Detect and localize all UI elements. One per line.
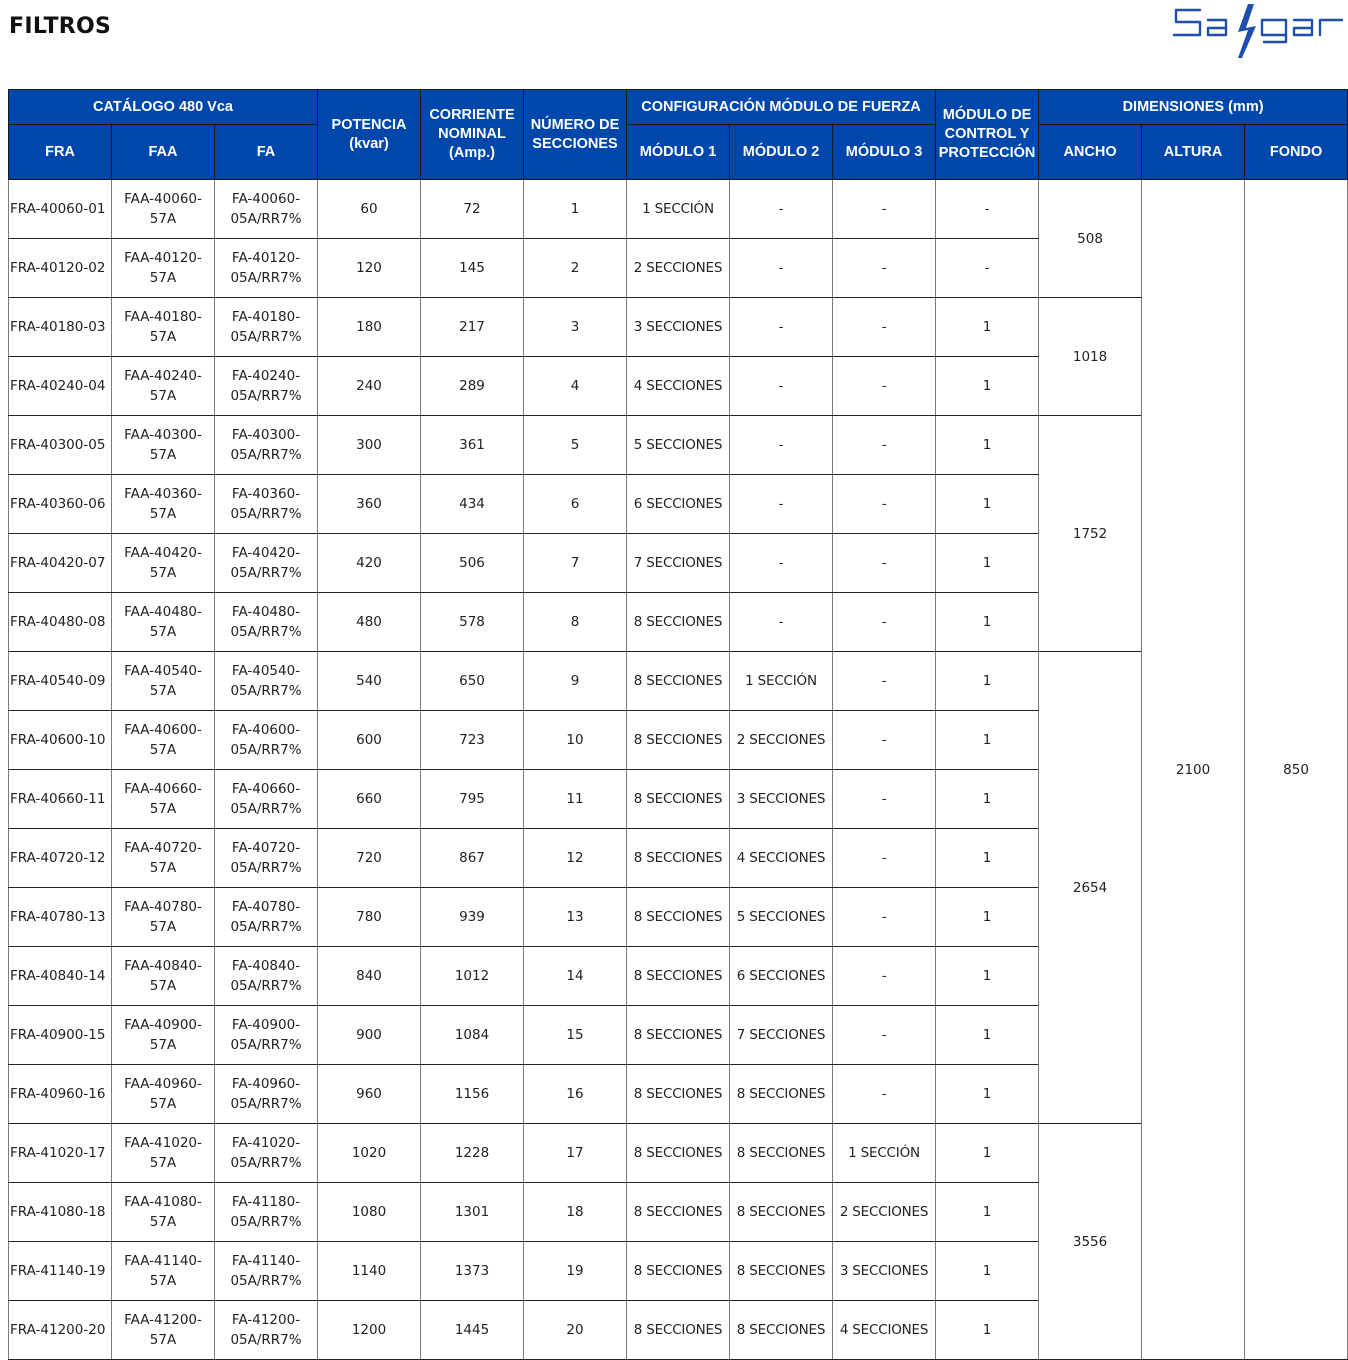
cell-modulo-control: 1 <box>936 357 1039 416</box>
cell-secciones: 18 <box>524 1183 627 1242</box>
cell-modulo-2: 8 SECCIONES <box>730 1242 833 1301</box>
cell-fa: FA-40840- 05A/RR7% <box>215 947 318 1006</box>
page-title: FILTROS <box>9 14 112 39</box>
cell-fra: FRA-41200-20 <box>9 1301 112 1360</box>
cell-modulo-1: 6 SECCIONES <box>627 475 730 534</box>
cell-fa: FA-40120- 05A/RR7% <box>215 239 318 298</box>
cell-corriente: 1084 <box>421 1006 524 1065</box>
cell-modulo-1: 8 SECCIONES <box>627 711 730 770</box>
cell-potencia: 900 <box>318 1006 421 1065</box>
cell-corriente: 939 <box>421 888 524 947</box>
cell-modulo-2: - <box>730 180 833 239</box>
cell-modulo-control: 1 <box>936 1124 1039 1183</box>
cell-modulo-3: 2 SECCIONES <box>833 1183 936 1242</box>
cell-faa: FAA-40060- 57A <box>112 180 215 239</box>
cell-fra: FRA-40060-01 <box>9 180 112 239</box>
header-potencia: POTENCIA (kvar) <box>318 90 421 180</box>
cell-faa: FAA-41200- 57A <box>112 1301 215 1360</box>
header-faa: FAA <box>112 125 215 180</box>
header-altura: ALTURA <box>1142 125 1245 180</box>
cell-modulo-1: 8 SECCIONES <box>627 1065 730 1124</box>
header-modulo-control: MÓDULO DE CONTROL Y PROTECCIÓN <box>936 90 1039 180</box>
cell-potencia: 600 <box>318 711 421 770</box>
cell-modulo-control: 1 <box>936 711 1039 770</box>
cell-secciones: 20 <box>524 1301 627 1360</box>
header-modulo-1: MÓDULO 1 <box>627 125 730 180</box>
cell-potencia: 360 <box>318 475 421 534</box>
cell-modulo-2: 6 SECCIONES <box>730 947 833 1006</box>
cell-ancho: 1018 <box>1039 298 1142 416</box>
cell-fa: FA-41020- 05A/RR7% <box>215 1124 318 1183</box>
cell-modulo-control: - <box>936 180 1039 239</box>
cell-fa: FA-40480- 05A/RR7% <box>215 593 318 652</box>
cell-secciones: 9 <box>524 652 627 711</box>
cell-modulo-control: 1 <box>936 475 1039 534</box>
cell-fra: FRA-40600-10 <box>9 711 112 770</box>
cell-modulo-3: - <box>833 357 936 416</box>
cell-modulo-3: - <box>833 947 936 1006</box>
cell-modulo-3: - <box>833 1065 936 1124</box>
cell-modulo-2: - <box>730 475 833 534</box>
cell-fa: FA-40720- 05A/RR7% <box>215 829 318 888</box>
cell-potencia: 1080 <box>318 1183 421 1242</box>
cell-fra: FRA-41080-18 <box>9 1183 112 1242</box>
cell-corriente: 289 <box>421 357 524 416</box>
cell-modulo-control: 1 <box>936 1183 1039 1242</box>
cell-modulo-control: 1 <box>936 298 1039 357</box>
cell-potencia: 60 <box>318 180 421 239</box>
cell-modulo-2: 3 SECCIONES <box>730 770 833 829</box>
cell-potencia: 720 <box>318 829 421 888</box>
cell-corriente: 650 <box>421 652 524 711</box>
cell-fa: FA-40420- 05A/RR7% <box>215 534 318 593</box>
cell-modulo-2: - <box>730 534 833 593</box>
cell-faa: FAA-40120- 57A <box>112 239 215 298</box>
cell-modulo-control: 1 <box>936 1242 1039 1301</box>
cell-potencia: 420 <box>318 534 421 593</box>
cell-secciones: 7 <box>524 534 627 593</box>
cell-faa: FAA-40660- 57A <box>112 770 215 829</box>
cell-secciones: 12 <box>524 829 627 888</box>
cell-fra: FRA-40420-07 <box>9 534 112 593</box>
salgar-logo <box>1168 2 1348 62</box>
cell-potencia: 1140 <box>318 1242 421 1301</box>
header-modulo-2: MÓDULO 2 <box>730 125 833 180</box>
cell-faa: FAA-41020- 57A <box>112 1124 215 1183</box>
cell-fra: FRA-40180-03 <box>9 298 112 357</box>
cell-faa: FAA-41140- 57A <box>112 1242 215 1301</box>
cell-corriente: 1373 <box>421 1242 524 1301</box>
cell-modulo-3: 4 SECCIONES <box>833 1301 936 1360</box>
header-configuracion: CONFIGURACIÓN MÓDULO DE FUERZA <box>627 90 936 125</box>
cell-fa: FA-40960- 05A/RR7% <box>215 1065 318 1124</box>
cell-fa: FA-41140- 05A/RR7% <box>215 1242 318 1301</box>
cell-modulo-1: 8 SECCIONES <box>627 593 730 652</box>
cell-modulo-1: 8 SECCIONES <box>627 770 730 829</box>
cell-modulo-3: - <box>833 475 936 534</box>
cell-modulo-3: - <box>833 298 936 357</box>
cell-modulo-2: 7 SECCIONES <box>730 1006 833 1065</box>
cell-fa: FA-40060- 05A/RR7% <box>215 180 318 239</box>
header-catalogo: CATÁLOGO 480 Vca <box>9 90 318 125</box>
cell-fra: FRA-40960-16 <box>9 1065 112 1124</box>
cell-faa: FAA-40540- 57A <box>112 652 215 711</box>
cell-potencia: 540 <box>318 652 421 711</box>
header-numero-secciones: NÚMERO DE SECCIONES <box>524 90 627 180</box>
cell-fra: FRA-40900-15 <box>9 1006 112 1065</box>
cell-corriente: 361 <box>421 416 524 475</box>
cell-modulo-1: 8 SECCIONES <box>627 1124 730 1183</box>
cell-corriente: 1228 <box>421 1124 524 1183</box>
cell-corriente: 1301 <box>421 1183 524 1242</box>
table-body <box>9 180 1348 1360</box>
cell-secciones: 1 <box>524 180 627 239</box>
cell-modulo-2: 8 SECCIONES <box>730 1301 833 1360</box>
cell-ancho: 3556 <box>1039 1124 1142 1360</box>
cell-fra: FRA-40120-02 <box>9 239 112 298</box>
cell-fra: FRA-40480-08 <box>9 593 112 652</box>
cell-modulo-3: - <box>833 770 936 829</box>
cell-modulo-1: 8 SECCIONES <box>627 829 730 888</box>
cell-modulo-1: 5 SECCIONES <box>627 416 730 475</box>
cell-corriente: 145 <box>421 239 524 298</box>
cell-fra: FRA-40660-11 <box>9 770 112 829</box>
cell-faa: FAA-41080- 57A <box>112 1183 215 1242</box>
filters-catalog-table <box>8 89 1348 1360</box>
cell-fra: FRA-40240-04 <box>9 357 112 416</box>
cell-modulo-1: 8 SECCIONES <box>627 888 730 947</box>
cell-modulo-2: - <box>730 416 833 475</box>
cell-modulo-control: 1 <box>936 888 1039 947</box>
header-fa: FA <box>215 125 318 180</box>
cell-fra: FRA-40300-05 <box>9 416 112 475</box>
cell-secciones: 5 <box>524 416 627 475</box>
cell-potencia: 240 <box>318 357 421 416</box>
cell-modulo-control: 1 <box>936 829 1039 888</box>
cell-potencia: 840 <box>318 947 421 1006</box>
cell-corriente: 434 <box>421 475 524 534</box>
cell-modulo-2: - <box>730 357 833 416</box>
cell-modulo-1: 4 SECCIONES <box>627 357 730 416</box>
cell-modulo-3: - <box>833 180 936 239</box>
cell-corriente: 1445 <box>421 1301 524 1360</box>
cell-fra: FRA-40840-14 <box>9 947 112 1006</box>
cell-modulo-2: 8 SECCIONES <box>730 1124 833 1183</box>
cell-faa: FAA-40720- 57A <box>112 829 215 888</box>
cell-modulo-control: 1 <box>936 534 1039 593</box>
cell-faa: FAA-40780- 57A <box>112 888 215 947</box>
cell-potencia: 480 <box>318 593 421 652</box>
cell-fa: FA-40900- 05A/RR7% <box>215 1006 318 1065</box>
cell-fa: FA-41180- 05A/RR7% <box>215 1183 318 1242</box>
cell-faa: FAA-40180- 57A <box>112 298 215 357</box>
cell-potencia: 120 <box>318 239 421 298</box>
cell-faa: FAA-40240- 57A <box>112 357 215 416</box>
cell-potencia: 180 <box>318 298 421 357</box>
cell-fra: FRA-40720-12 <box>9 829 112 888</box>
cell-fa: FA-40660- 05A/RR7% <box>215 770 318 829</box>
cell-corriente: 217 <box>421 298 524 357</box>
cell-potencia: 960 <box>318 1065 421 1124</box>
header-fondo: FONDO <box>1245 125 1348 180</box>
cell-faa: FAA-40960- 57A <box>112 1065 215 1124</box>
cell-fra: FRA-41020-17 <box>9 1124 112 1183</box>
cell-ancho: 508 <box>1039 180 1142 298</box>
cell-faa: FAA-40480- 57A <box>112 593 215 652</box>
header-ancho: ANCHO <box>1039 125 1142 180</box>
cell-secciones: 14 <box>524 947 627 1006</box>
cell-modulo-1: 8 SECCIONES <box>627 947 730 1006</box>
cell-fa: FA-40300- 05A/RR7% <box>215 416 318 475</box>
cell-secciones: 16 <box>524 1065 627 1124</box>
cell-modulo-1: 7 SECCIONES <box>627 534 730 593</box>
cell-secciones: 13 <box>524 888 627 947</box>
cell-modulo-control: 1 <box>936 1006 1039 1065</box>
cell-fondo: 850 <box>1245 180 1348 1360</box>
cell-secciones: 15 <box>524 1006 627 1065</box>
cell-faa: FAA-40360- 57A <box>112 475 215 534</box>
cell-modulo-3: - <box>833 416 936 475</box>
cell-modulo-1: 8 SECCIONES <box>627 1301 730 1360</box>
cell-altura: 2100 <box>1142 180 1245 1360</box>
cell-potencia: 780 <box>318 888 421 947</box>
cell-fra: FRA-40360-06 <box>9 475 112 534</box>
cell-modulo-2: 5 SECCIONES <box>730 888 833 947</box>
cell-modulo-2: 8 SECCIONES <box>730 1065 833 1124</box>
cell-modulo-3: - <box>833 652 936 711</box>
header-fra: FRA <box>9 125 112 180</box>
header-corriente: CORRIENTE NOMINAL (Amp.) <box>421 90 524 180</box>
cell-modulo-2: - <box>730 593 833 652</box>
cell-faa: FAA-40300- 57A <box>112 416 215 475</box>
cell-corriente: 506 <box>421 534 524 593</box>
cell-modulo-2: 8 SECCIONES <box>730 1183 833 1242</box>
cell-corriente: 1156 <box>421 1065 524 1124</box>
cell-modulo-3: 3 SECCIONES <box>833 1242 936 1301</box>
cell-fa: FA-41200- 05A/RR7% <box>215 1301 318 1360</box>
cell-corriente: 72 <box>421 180 524 239</box>
cell-secciones: 6 <box>524 475 627 534</box>
cell-modulo-control: - <box>936 239 1039 298</box>
cell-modulo-1: 8 SECCIONES <box>627 1242 730 1301</box>
cell-potencia: 1020 <box>318 1124 421 1183</box>
cell-modulo-1: 1 SECCIÓN <box>627 180 730 239</box>
cell-potencia: 660 <box>318 770 421 829</box>
cell-faa: FAA-40600- 57A <box>112 711 215 770</box>
cell-modulo-1: 8 SECCIONES <box>627 1006 730 1065</box>
cell-ancho: 2654 <box>1039 652 1142 1124</box>
cell-fa: FA-40240- 05A/RR7% <box>215 357 318 416</box>
cell-secciones: 8 <box>524 593 627 652</box>
cell-modulo-3: - <box>833 534 936 593</box>
cell-corriente: 723 <box>421 711 524 770</box>
cell-secciones: 17 <box>524 1124 627 1183</box>
cell-modulo-3: - <box>833 711 936 770</box>
cell-modulo-control: 1 <box>936 947 1039 1006</box>
cell-modulo-1: 3 SECCIONES <box>627 298 730 357</box>
cell-modulo-3: - <box>833 239 936 298</box>
cell-fa: FA-40540- 05A/RR7% <box>215 652 318 711</box>
cell-potencia: 1200 <box>318 1301 421 1360</box>
cell-modulo-2: - <box>730 298 833 357</box>
cell-fa: FA-40180- 05A/RR7% <box>215 298 318 357</box>
cell-modulo-3: - <box>833 888 936 947</box>
cell-modulo-2: 1 SECCIÓN <box>730 652 833 711</box>
cell-modulo-3: - <box>833 1006 936 1065</box>
header-modulo-3: MÓDULO 3 <box>833 125 936 180</box>
cell-secciones: 11 <box>524 770 627 829</box>
cell-corriente: 578 <box>421 593 524 652</box>
cell-fa: FA-40600- 05A/RR7% <box>215 711 318 770</box>
cell-modulo-2: - <box>730 239 833 298</box>
cell-modulo-control: 1 <box>936 416 1039 475</box>
cell-modulo-3: - <box>833 829 936 888</box>
cell-secciones: 3 <box>524 298 627 357</box>
cell-modulo-control: 1 <box>936 770 1039 829</box>
cell-faa: FAA-40840- 57A <box>112 947 215 1006</box>
cell-modulo-1: 8 SECCIONES <box>627 652 730 711</box>
cell-modulo-control: 1 <box>936 1065 1039 1124</box>
cell-secciones: 4 <box>524 357 627 416</box>
cell-corriente: 867 <box>421 829 524 888</box>
cell-secciones: 2 <box>524 239 627 298</box>
cell-modulo-1: 8 SECCIONES <box>627 1183 730 1242</box>
cell-fra: FRA-41140-19 <box>9 1242 112 1301</box>
cell-potencia: 300 <box>318 416 421 475</box>
cell-corriente: 795 <box>421 770 524 829</box>
cell-modulo-control: 1 <box>936 652 1039 711</box>
cell-modulo-1: 2 SECCIONES <box>627 239 730 298</box>
cell-modulo-3: 1 SECCIÓN <box>833 1124 936 1183</box>
cell-fra: FRA-40540-09 <box>9 652 112 711</box>
cell-modulo-control: 1 <box>936 1301 1039 1360</box>
header-dimensiones: DIMENSIONES (mm) <box>1039 90 1348 125</box>
cell-faa: FAA-40420- 57A <box>112 534 215 593</box>
cell-secciones: 10 <box>524 711 627 770</box>
cell-modulo-control: 1 <box>936 593 1039 652</box>
cell-modulo-2: 2 SECCIONES <box>730 711 833 770</box>
cell-fa: FA-40360- 05A/RR7% <box>215 475 318 534</box>
cell-corriente: 1012 <box>421 947 524 1006</box>
cell-fra: FRA-40780-13 <box>9 888 112 947</box>
table-row <box>9 180 1348 239</box>
cell-faa: FAA-40900- 57A <box>112 1006 215 1065</box>
cell-modulo-3: - <box>833 593 936 652</box>
cell-ancho: 1752 <box>1039 416 1142 652</box>
cell-fa: FA-40780- 05A/RR7% <box>215 888 318 947</box>
cell-secciones: 19 <box>524 1242 627 1301</box>
cell-modulo-2: 4 SECCIONES <box>730 829 833 888</box>
